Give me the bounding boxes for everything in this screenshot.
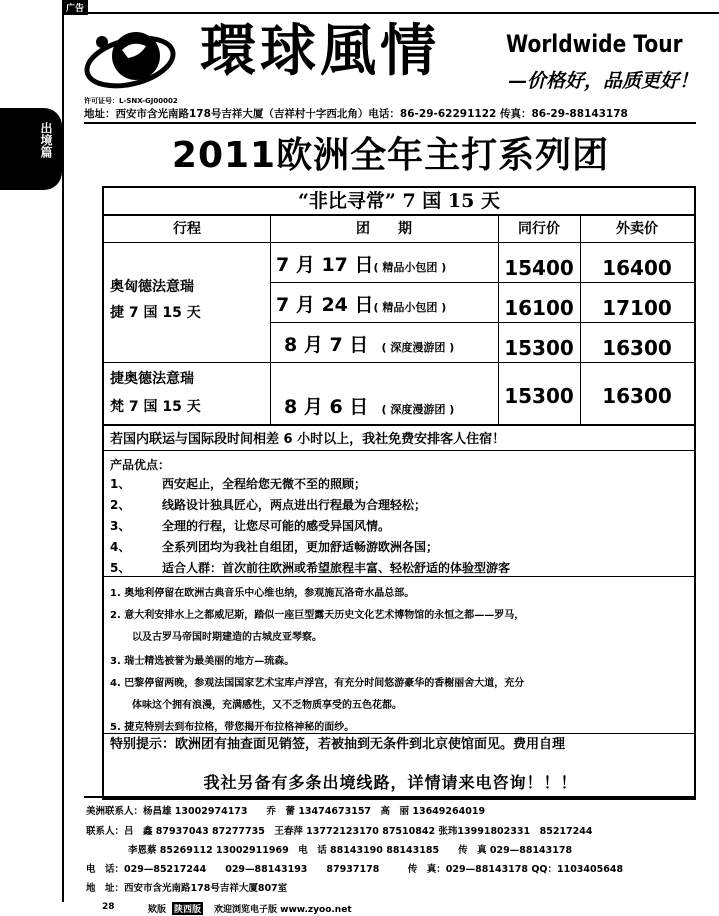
peer-price: 15400 xyxy=(504,256,574,280)
highlight-item: 1. 奥地利停留在欧洲古典音乐中心维也纳，参观施瓦洛奇水晶总部。 xyxy=(110,588,415,599)
brand-name: 環球風情 xyxy=(200,18,440,84)
advantages-title: 产品优点： xyxy=(110,458,171,472)
company-address: 地址：西安市含光南路178号吉祥大厦（吉祥村十字西北角）电话：86-29-62291122 传真：86-29-88143178 xyxy=(84,108,628,120)
route-label: 梵 7 国 15 天 xyxy=(110,399,201,415)
brand-slogan: —价格好，品质更好！ xyxy=(508,70,699,92)
peer-price: 16100 xyxy=(504,296,574,320)
table-divider xyxy=(270,216,271,424)
route-label: 奥匈德法意瑞 xyxy=(110,279,194,295)
tour-date xyxy=(276,290,446,317)
tour-type: ( 精品小包团 ) xyxy=(373,301,447,314)
tour-date xyxy=(284,392,454,419)
section-divider xyxy=(104,576,694,577)
retail-price: 16400 xyxy=(602,256,672,280)
advantage-item xyxy=(110,538,438,555)
advantage-item xyxy=(110,559,510,576)
contact-line: 地 址：西安市含光南路178号吉祥大厦807室 xyxy=(86,883,288,894)
tour-date xyxy=(284,330,454,357)
page-footer xyxy=(62,902,719,916)
accommodation-note: 若国内联运与国际段时间相差 6 小时以上，我社免费安排客人住宿！ xyxy=(110,432,506,447)
highlight-item-continued: 以及古罗马帝国时期建造的古城皮亚琴察。 xyxy=(132,632,322,643)
header-dates: 团 期 xyxy=(356,221,412,237)
contact-line: 美洲联系人：杨昌雄 13002974173 乔 蕾 13474673157 高 丽 13649264019 xyxy=(86,806,486,817)
edition-label: 欵版 xyxy=(148,905,167,915)
ad-label: 广告 xyxy=(62,0,88,15)
special-notice: 特别提示：欧洲团有抽查面见销签，若被抽到无条件到北京使馆面见。费用自理 xyxy=(110,737,566,752)
tour-date-text: 8 月 7 日 xyxy=(284,334,369,356)
tour-date xyxy=(276,250,446,277)
peer-price: 15300 xyxy=(504,336,574,360)
contact-divider xyxy=(84,796,696,798)
table-divider xyxy=(104,362,694,363)
advantage-text: 适合人群：首次前往欧洲或希望旅程丰富、轻松舒适的体验型游客 xyxy=(162,561,511,575)
header-divider xyxy=(84,122,696,124)
header-peer-price: 同行价 xyxy=(518,221,560,237)
highlight-item: 2. 意大利安排水上之都威尼斯，踏似一座巨型露天历史文化艺术博物馆的永恒之都——罗马， xyxy=(110,610,525,621)
header-route: 行程 xyxy=(173,221,201,237)
tour-subtitle: “非比寻常” 7 国 15 天 xyxy=(104,188,694,216)
brand-english: Worldwide Tour xyxy=(506,30,683,58)
consult-banner: 我社另备有多条出境线路，详情请来电咨询！！！ xyxy=(203,773,578,792)
highlight-item-continued: 体味这个拥有浪漫，充满感性，又不乏物质享受的五色花都。 xyxy=(132,700,402,711)
license-number: 许可证号：L-SNX-GJ00002 xyxy=(84,97,178,105)
highlight-item: 4. 巴黎停留两晚，参观法国国家艺术宝库卢浮宫，有充分时间悠游豪华的香榭丽舍大道，充分 xyxy=(110,678,525,689)
section-tab xyxy=(0,108,62,190)
advantage-number: 5、 xyxy=(110,561,131,575)
advantage-text: 全系列团均为我社自组团，更加舒适畅游欧洲各国； xyxy=(162,540,439,554)
advantage-text: 全理的行程，让您尽可能的感受异国风情。 xyxy=(162,519,391,533)
advantage-number: 3、 xyxy=(110,519,131,533)
table-divider xyxy=(270,282,694,283)
retail-price: 16300 xyxy=(602,384,672,408)
advantage-text: 西安起止，全程给您无微不至的照顾； xyxy=(162,477,367,491)
advantage-item xyxy=(110,517,390,534)
retail-price: 17100 xyxy=(602,296,672,320)
advantage-number: 1、 xyxy=(110,477,131,491)
tour-date-text: 8 月 6 日 xyxy=(284,396,369,418)
highlight-item: 5. 捷克特别去到布拉格，带您揭开布拉格神秘的面纱。 xyxy=(110,722,355,733)
route-label: 捷 7 国 15 天 xyxy=(110,305,201,321)
advantage-text: 线路设计独具匠心，两点进出行程最为合理轻松； xyxy=(162,498,427,512)
tour-info-box xyxy=(102,186,696,800)
section-divider xyxy=(104,733,694,734)
section-divider xyxy=(104,450,694,451)
edition-badge: 陕西版 xyxy=(172,902,203,915)
tour-type: ( 精品小包团 ) xyxy=(373,261,447,274)
contact-line: 李恩蔡 85269112 13002911969 电 话 88143190 88143185 传 真 029—88143178 xyxy=(128,845,573,856)
advantage-item xyxy=(110,496,426,513)
tour-date-text: 7 月 17 日 xyxy=(276,254,374,276)
page-title: 2011欧洲全年主打系列团 xyxy=(171,135,610,176)
tour-type: ( 深度漫游团 ) xyxy=(381,341,455,354)
route-label: 捷奥德法意瑞 xyxy=(110,371,194,387)
advantage-number: 2、 xyxy=(110,498,131,512)
tour-date-text: 7 月 24 日 xyxy=(276,294,374,316)
advantage-item xyxy=(110,475,366,492)
page-number: 28 xyxy=(102,902,115,912)
table-divider xyxy=(104,242,694,243)
contact-line: 电 话：029—85217244 029—88143193 87937178 传 真：029—88143178 QQ：1103405648 xyxy=(86,864,624,875)
contact-line: 联系人：吕 鑫 87937043 87277735 王春萍 13772123170 87510842 张玮13991802331 85217244 xyxy=(86,826,593,837)
table-divider xyxy=(270,322,694,323)
table-divider xyxy=(104,424,694,426)
retail-price: 16300 xyxy=(602,336,672,360)
header-retail-price: 外卖价 xyxy=(616,221,658,237)
tour-type: ( 深度漫游团 ) xyxy=(381,403,455,416)
globe-logo-icon xyxy=(82,22,192,92)
website-link[interactable]: 欢迎浏览电子版 www.zyoo.net xyxy=(214,905,352,915)
peer-price: 15300 xyxy=(504,384,574,408)
advantage-number: 4、 xyxy=(110,540,131,554)
section-tab-label: 出境篇 xyxy=(39,122,53,158)
highlight-item: 3. 瑞士精选被誉为最美丽的地方—琉森。 xyxy=(110,656,295,667)
